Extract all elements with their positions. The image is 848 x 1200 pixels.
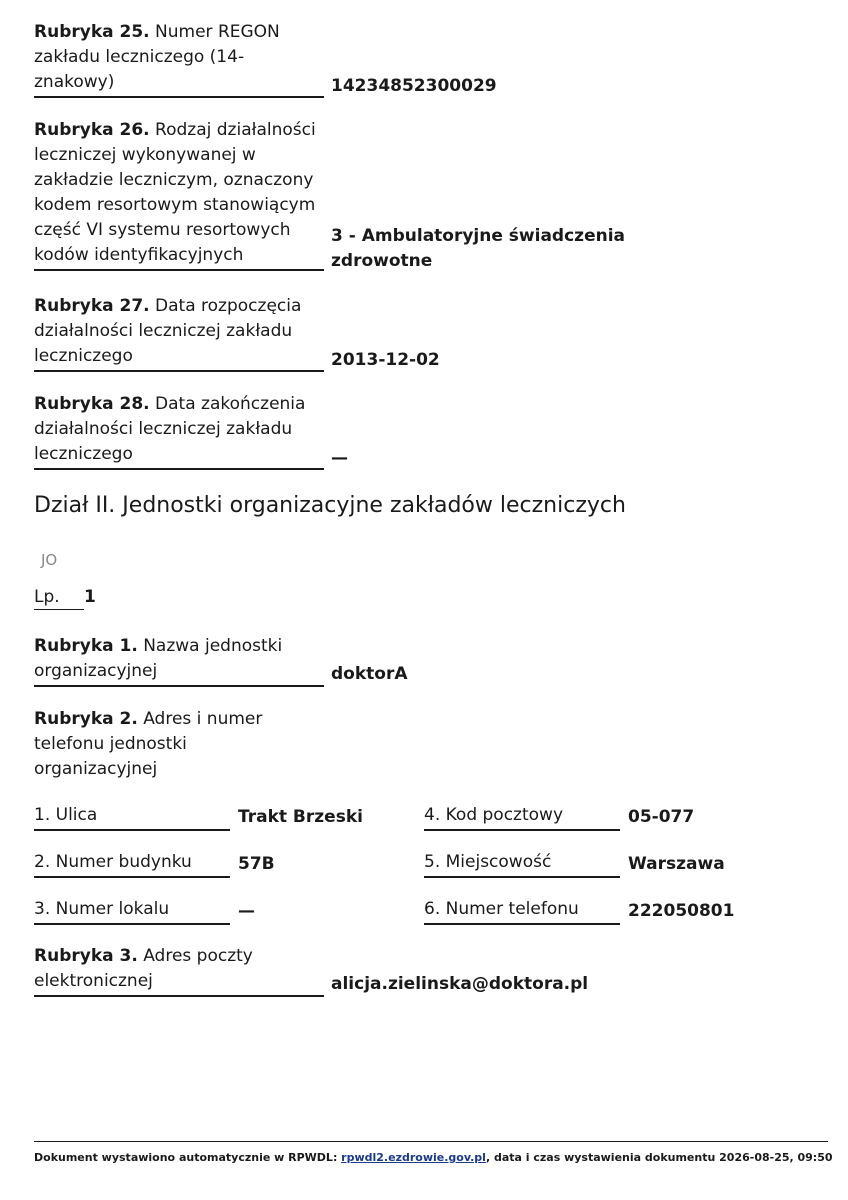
jo-rubryka-2-label <box>34 707 284 783</box>
address-street-label: 1. Ulica <box>34 803 230 831</box>
rubryka-26-value-line1: 3 - Ambulatoryjne świadczenia <box>331 226 626 246</box>
address-city-label: 5. Miejscowość <box>424 850 620 878</box>
address-building-value: 57B <box>238 854 275 874</box>
rubryka-28-value: — <box>331 448 348 468</box>
address-postcode-value: 05-077 <box>628 807 695 827</box>
address-unit-value: — <box>238 901 255 921</box>
rubryka-26-label <box>34 118 324 271</box>
lp-row <box>34 585 96 610</box>
address-phone-label: 6. Numer telefonu <box>424 897 620 925</box>
rubryka-26-value-line2: zdrowotne <box>331 251 433 271</box>
rubryka-28-text: Data zakończenia działalności leczniczej zakładu leczniczego <box>34 394 306 464</box>
rubryka-26-number: Rubryka 26. <box>34 120 150 140</box>
jo-rubryka-3-text: Adres poczty elektronicznej <box>34 946 253 991</box>
address-city-value: Warszawa <box>628 854 725 874</box>
footer <box>34 1150 833 1166</box>
address-phone-value: 222050801 <box>628 901 735 921</box>
rubryka-27-text: Data rozpoczęcia działalności leczniczej zakładu leczniczego <box>34 296 302 366</box>
jo-rubryka-1-value: doktorA <box>331 664 408 684</box>
address-postcode-label: 4. Kod pocztowy <box>424 803 620 831</box>
rubryka-25-number: Rubryka 25. <box>34 22 150 42</box>
footer-prefix: Dokument wystawiono automatycznie w RPWDL: <box>34 1151 342 1164</box>
jo-rubryka-2-text: Adres i numer telefonu jednostki organizacyjnej <box>34 709 263 779</box>
jo-rubryka-3-label <box>34 944 324 997</box>
jo-label: JO <box>41 551 58 569</box>
rubryka-26-text: Rodzaj działalności leczniczej wykonywanej w zakładzie leczniczym, oznaczony kodem resortowym stanowiącym część VI systemu resortowych kodów identyfikacyjnych <box>34 120 316 265</box>
jo-rubryka-1-number: Rubryka 1. <box>34 636 138 656</box>
rubryka-25-text: Numer REGON zakładu leczniczego (14-znakowy) <box>34 22 280 92</box>
rubryka-27-number: Rubryka 27. <box>34 296 150 316</box>
address-unit-label: 3. Numer lokalu <box>34 897 230 925</box>
jo-rubryka-1-label <box>34 634 324 687</box>
jo-rubryka-2-number: Rubryka 2. <box>34 709 138 729</box>
jo-rubryka-3-value: alicja.zielinska@doktora.pl <box>331 974 589 994</box>
rubryka-26-value <box>331 224 625 274</box>
footer-suffix: , data i czas wystawienia dokumentu 2026-08-25, 09:50 <box>485 1151 833 1164</box>
rubryka-25-value: 14234852300029 <box>331 76 497 96</box>
address-building-label: 2. Numer budynku <box>34 850 230 878</box>
section-title: Dział II. Jednostki organizacyjne zakładów leczniczych <box>34 493 626 518</box>
lp-label: Lp. <box>34 585 84 610</box>
rubryka-28-number: Rubryka 28. <box>34 394 150 414</box>
jo-rubryka-3-number: Rubryka 3. <box>34 946 138 966</box>
lp-value: 1 <box>84 587 96 607</box>
rubryka-27-value: 2013-12-02 <box>331 350 440 370</box>
rubryka-25-label <box>34 20 324 98</box>
footer-divider <box>34 1141 828 1142</box>
footer-link[interactable]: rpwdl2.ezdrowie.gov.pl <box>341 1151 486 1164</box>
jo-rubryka-1-text: Nazwa jednostki organizacyjnej <box>34 636 283 681</box>
address-street-value: Trakt Brzeski <box>238 807 363 827</box>
rubryka-27-label <box>34 294 324 372</box>
rubryka-28-label <box>34 392 324 470</box>
